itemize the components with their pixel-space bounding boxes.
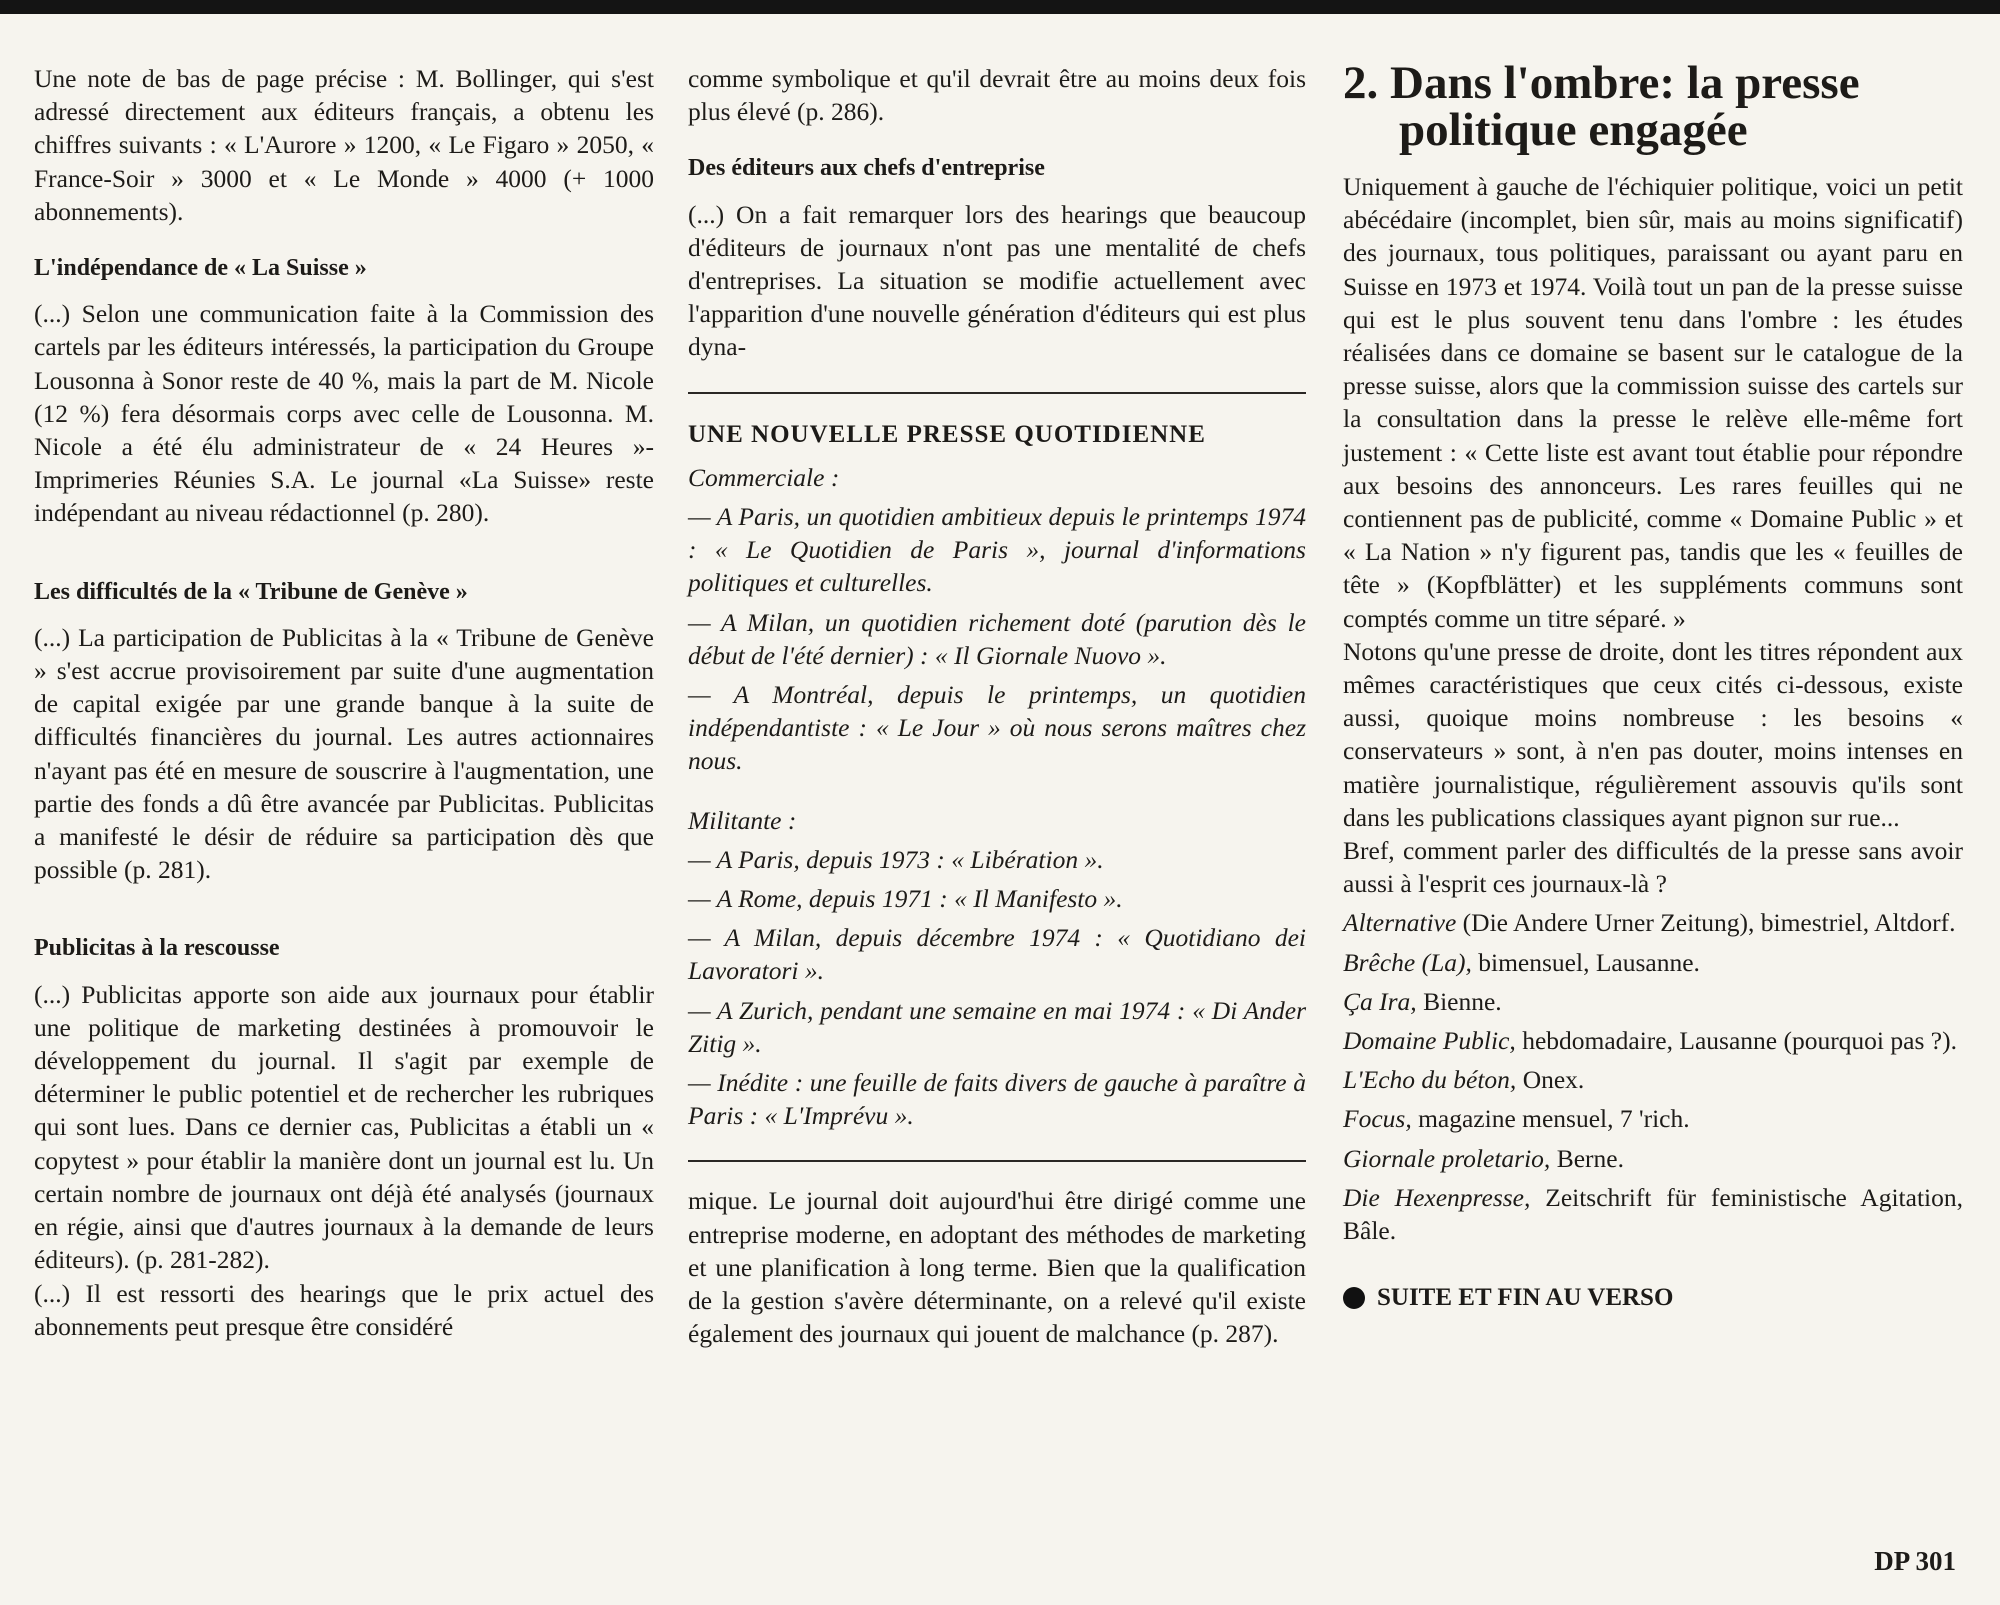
paragraph: Uniquement à gauche de l'échiquier politique, voici un petit abécédaire (incomplet, bien sûr, mais au moins significatif) des journaux, tous politiques, paraissant ou ayant paru en Suisse en 1973 et 1974. Voilà tout un pan de la presse suisse qui est le plus souvent tenu dans l'ombre : les études réalisées dans ce domaine se basent sur le catalogue de la presse suisse, alors que la commission suisse des cartels sur la consultation dans la presse le relève elle-même fort justement : « Cette liste est avant tout établie pour répondre aux besoins des annonceurs. Les rares feuilles qui ne contiennent pas de publicité, comme « Domaine Public » et « La Nation » n'y figurent pas, tandis que les « feuilles de tête » (Kopfblätter) et les suppléments communs sont comptés comme un titre séparé. » — [1343, 172, 1963, 633]
paragraph: (...) La participation de Publicitas à la « Tribune de Genève » s'est accrue provisoirement par suite d'une augmentation de capital exigée par une grande banque à la suite de difficultés financières du journal. Les autres actionnaires n'ayant pas été en mesure de souscrire à l'augmentation, une partie des fonds a dû être avancée par Publicitas. Publicitas a manifesté le désir de réduire sa participation dès que possible (p. 281). — [34, 622, 654, 885]
list-item: — A Zurich, pendant une semaine en mai 1974 : « Di Ander Zitig ». — [688, 995, 1306, 1058]
continued-text: SUITE ET FIN AU VERSO — [1377, 1284, 1674, 1312]
entry-desc: Onex. — [1516, 1065, 1585, 1095]
section-heading-publicitas: Publicitas à la rescousse — [34, 935, 280, 962]
list-item — [1343, 1063, 1963, 1096]
intro-paragraph: Une note de bas de page précise : M. Bollinger, qui s'est adressé directement aux éditeurs français, a obtenu les chiffres suivants : « L'Aurore » 1200, « Le Figaro » 2050, « France-Soir » 3000 et « Le Monde » 4000 (+ 1000 abonnements). — [34, 64, 654, 226]
entry-title: L'Echo du béton, — [1343, 1065, 1517, 1095]
paragraph: Bref, comment parler des difficultés de la presse sans avoir aussi à l'esprit ces journaux-là ? — [1343, 836, 1963, 899]
entry-desc: hebdomadaire, Lausanne (pourquoi pas ?). — [1515, 1026, 1957, 1056]
entry-title: Die Hexenpresse, — [1343, 1182, 1531, 1212]
list-item — [1343, 1024, 1963, 1057]
entry-title: Alternative — [1343, 908, 1457, 938]
list-item — [1343, 1142, 1963, 1175]
sidebar-box — [688, 418, 1306, 1133]
entry-title: Focus, — [1343, 1104, 1412, 1134]
entry-desc: Berne. — [1550, 1143, 1624, 1173]
list-item — [1343, 1181, 1963, 1247]
paragraph: (...) On a fait remarquer lors des hearings que beaucoup d'éditeurs de journaux n'ont pas une mentalité de chefs d'entreprises. La situation se modifie actuellement avec l'apparition d'une nouvelle génération d'éditeurs qui est plus dyna- — [688, 199, 1306, 362]
entry-title: Ça Ira, — [1343, 986, 1417, 1016]
paragraph: (...) Il est ressorti des hearings que le prix actuel des abonnements peut presque être considéré — [34, 1278, 654, 1341]
paragraph: mique. Le journal doit aujourd'hui être dirigé comme une entreprise moderne, en adoptant des méthodes de marketing et une planification à long terme. Bien que la qualification de la gestion s'avère déterminante, on a relevé qu'il existe également des journaux qui jouent de malchance (p. 287). — [688, 1186, 1306, 1349]
list-item: — A Paris, un quotidien ambitieux depuis le printemps 1974 : « Le Quotidien de Paris », journal d'informations politiques et culturelles. — [688, 502, 1306, 598]
entry-title: Giornale proletario, — [1343, 1143, 1551, 1173]
article-title: 2. Dans l'ombre: la presse politique engagée — [1343, 57, 1860, 156]
box-top-rule — [688, 392, 1306, 394]
entry-desc: Zeitschrift für feministische Agitation, Bâle. — [1343, 1182, 1964, 1246]
column-1 — [34, 62, 654, 1343]
list-item: — A Milan, un quotidien richement doté (parution dès le début de l'été dernier) : « Il Giornale Nuovo ». — [688, 607, 1306, 670]
entry-desc: (Die Andere Urner Zeitung), bimestriel, Altdorf. — [1456, 908, 1956, 938]
column-2 — [688, 62, 1306, 1351]
list-item: — A Montréal, depuis le printemps, un quotidien indépendantiste : « Le Jour » où nous serons maîtres chez nous. — [688, 680, 1306, 776]
list-item — [1343, 985, 1963, 1018]
list-item — [1343, 1102, 1963, 1135]
list-item: — Inédite : une feuille de faits divers de gauche à paraître à Paris : « L'Imprévu ». — [688, 1068, 1306, 1131]
paragraph: (...) Selon une communication faite à la Commission des cartels par les éditeurs intéressés, la participation du Groupe Lousonna à Sonor reste de 40 %, mais la part de M. Nicole (12 %) fera désormais corps avec celle de Lousonna. M. Nicole a été élu administrateur de « 24 Heures »-Imprimeries Réunies S.A. Le journal «La Suisse» reste indépendant au niveau rédactionnel (p. 280). — [34, 299, 654, 528]
bullet-icon — [1343, 1287, 1365, 1309]
entry-desc: Bienne. — [1416, 986, 1502, 1016]
list-item: — A Milan, depuis décembre 1974 : « Quotidiano dei Lavoratori ». — [688, 923, 1306, 986]
continued-notice — [1343, 1281, 1963, 1314]
list-item: — A Rome, depuis 1971 : « Il Manifesto ». — [688, 884, 1123, 914]
column-3 — [1343, 57, 1964, 1315]
entry-desc: bimensuel, Lausanne. — [1471, 947, 1700, 977]
paragraph: Notons qu'une presse de droite, dont les titres répondent aux mêmes caractéristiques que ceux cités ci-dessous, existe aussi, quoique moins nombreuse : les besoins « conservateurs » sont, à n'en pas douter, moins intenses en matière journalistique, régulièrement assouvis qu'ils sont dans les publications classiques ayant pignon sur rue... — [1343, 636, 1963, 832]
section-heading-suisse: L'indépendance de « La Suisse » — [34, 255, 367, 282]
box-label-militante: Militante : — [688, 805, 797, 835]
continuation-paragraph: comme symbolique et qu'il devrait être au moins deux fois plus élevé (p. 286). — [688, 64, 1306, 127]
list-item — [1343, 946, 1963, 979]
box-title: UNE NOUVELLE PRESSE QUOTIDIENNE — [688, 420, 1206, 448]
section-heading-editeurs: Des éditeurs aux chefs d'entreprise — [688, 155, 1045, 182]
entry-title: Domaine Public, — [1343, 1026, 1516, 1056]
entry-title: Brêche (La), — [1343, 947, 1472, 977]
list-item: — A Paris, depuis 1973 : « Libération ». — [688, 844, 1104, 874]
top-border — [0, 0, 2000, 14]
box-label-commerciale: Commerciale : — [688, 462, 840, 492]
list-item — [1343, 906, 1963, 939]
paragraph: (...) Publicitas apporte son aide aux journaux pour établir une politique de marketing destinées à promouvoir le développement du journal. Il s'agit par exemple de déterminer le public potentiel et de rechercher les rubriques qui sont lues. Dans ce dernier cas, Publicitas a établi un « copytest » pour établir la manière dont un journal est lu. Un certain nombre de journaux ont déjà été analysés (journaux en régie, ainsi que d'autres journaux à la demande de leurs éditeurs). (p. 281-282). — [34, 979, 654, 1275]
page-number: DP 301 — [1874, 1546, 1956, 1576]
entry-desc: magazine mensuel, 7 'rich. — [1411, 1104, 1690, 1134]
box-bottom-rule — [688, 1160, 1306, 1162]
section-heading-tribune: Les difficultés de la « Tribune de Genève » — [34, 578, 468, 605]
